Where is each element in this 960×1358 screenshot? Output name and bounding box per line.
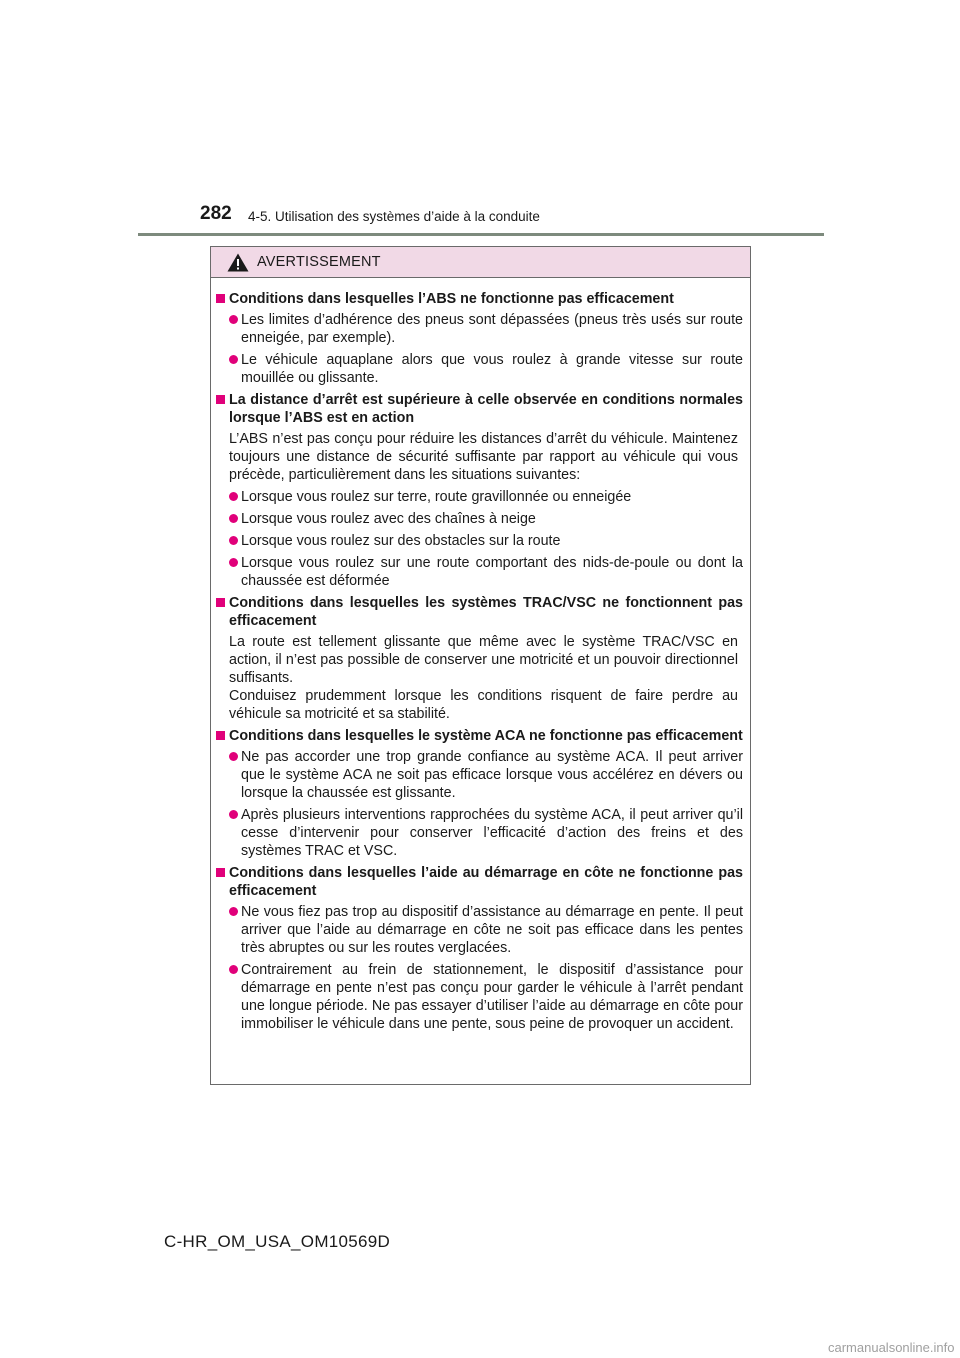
square-bullet-icon (216, 395, 225, 404)
warning-header (211, 247, 750, 278)
section-paragraph: L’ABS n’est pas conçu pour réduire les distances d’arrêt du véhicule. Maintenez toujours une distance de sécurité suffisante par rapport au véhicule qui vous précède, particulièrement dans les situations suivantes: (229, 431, 738, 483)
header-rule (138, 233, 824, 236)
list-item: Ne pas accorder une trop grande confiance au système ACA. Il peut arriver que le système ACA ne soit pas efficace lorsque vous accélérez en dévers ou lorsque la chaussée est glissante. (229, 748, 743, 802)
list-item: Lorsque vous roulez sur des obstacles sur la route (229, 532, 743, 550)
section-heading: Conditions dans lesquelles le système ACA ne fonctionne pas efficacement (216, 727, 743, 745)
document-code: C-HR_OM_USA_OM10569D (164, 1232, 391, 1251)
square-bullet-icon (216, 598, 225, 607)
circle-bullet-icon (229, 907, 238, 916)
circle-bullet-icon (229, 752, 238, 761)
list-item: Contrairement au frein de stationnement, le dispositif d’assistance pour démarrage en pente n’est pas conçu pour garder le véhicule à l’arrêt pendant une longue période. Ne pas essayer d’utiliser l’aide au démarrage en côte pour immobiliser le véhicule dans une pente, sous peine de provoquer un accident. (229, 961, 743, 1033)
section-paragraph: La route est tellement glissante que même avec le système TRAC/VSC en action, il n’est pas possible de conserver une motricité et un pouvoir directionnel suffisants. (229, 634, 738, 686)
circle-bullet-icon (229, 558, 238, 567)
square-bullet-icon (216, 294, 225, 303)
section-title: 4-5. Utilisation des systèmes d’aide à la conduite (248, 209, 540, 224)
square-bullet-icon (216, 731, 225, 740)
warning-section-abs (216, 290, 743, 387)
warning-triangle-icon (227, 253, 249, 272)
section-heading: La distance d’arrêt est supérieure à celle observée en conditions normales lorsque l’ABS est en action (216, 391, 743, 427)
list-item: Les limites d’adhérence des pneus sont dépassées (pneus très usés sur route enneigée, par exemple). (229, 311, 743, 347)
list-item: Lorsque vous roulez sur terre, route gravillonnée ou enneigée (229, 488, 743, 506)
section-heading: Conditions dans lesquelles les systèmes TRAC/VSC ne fonctionnent pas efficacement (216, 594, 743, 630)
circle-bullet-icon (229, 810, 238, 819)
circle-bullet-icon (229, 315, 238, 324)
circle-bullet-icon (229, 965, 238, 974)
watermark: carmanualsonline.info (828, 1340, 955, 1355)
section-paragraph: Conduisez prudemment lorsque les conditions risquent de faire perdre au véhicule sa motricité et sa stabilité. (229, 688, 738, 722)
warning-section-aca (216, 727, 743, 860)
circle-bullet-icon (229, 536, 238, 545)
warning-section-stopping-distance (216, 391, 743, 590)
list-item: Ne vous fiez pas trop au dispositif d’assistance au démarrage en pente. Il peut arriver que l’aide au démarrage en côte ne soit pas efficace dans les pentes très abruptes ou sur les routes verglacées. (229, 903, 743, 957)
list-item: Lorsque vous roulez sur une route comportant des nids-de-poule ou dont la chaussée est déformée (229, 554, 743, 590)
warning-section-trac-vsc (216, 594, 743, 723)
square-bullet-icon (216, 868, 225, 877)
circle-bullet-icon (229, 355, 238, 364)
warning-box (210, 246, 751, 1085)
warning-title: AVERTISSEMENT (257, 254, 381, 270)
page-number: 282 (200, 203, 232, 224)
list-item: Le véhicule aquaplane alors que vous roulez à grande vitesse sur route mouillée ou glissante. (229, 351, 743, 387)
circle-bullet-icon (229, 492, 238, 501)
circle-bullet-icon (229, 514, 238, 523)
section-heading: Conditions dans lesquelles l’ABS ne fonctionne pas efficacement (216, 290, 743, 308)
section-heading: Conditions dans lesquelles l’aide au démarrage en côte ne fonctionne pas efficacement (216, 864, 743, 900)
warning-section-hill-start (216, 864, 743, 1033)
list-item: Après plusieurs interventions rapprochées du système ACA, il peut arriver qu’il cesse d’intervenir pour conserver l’efficacité d’action des freins et des systèmes TRAC et VSC. (229, 806, 743, 860)
warning-body (211, 278, 750, 1033)
list-item: Lorsque vous roulez avec des chaînes à neige (229, 510, 743, 528)
